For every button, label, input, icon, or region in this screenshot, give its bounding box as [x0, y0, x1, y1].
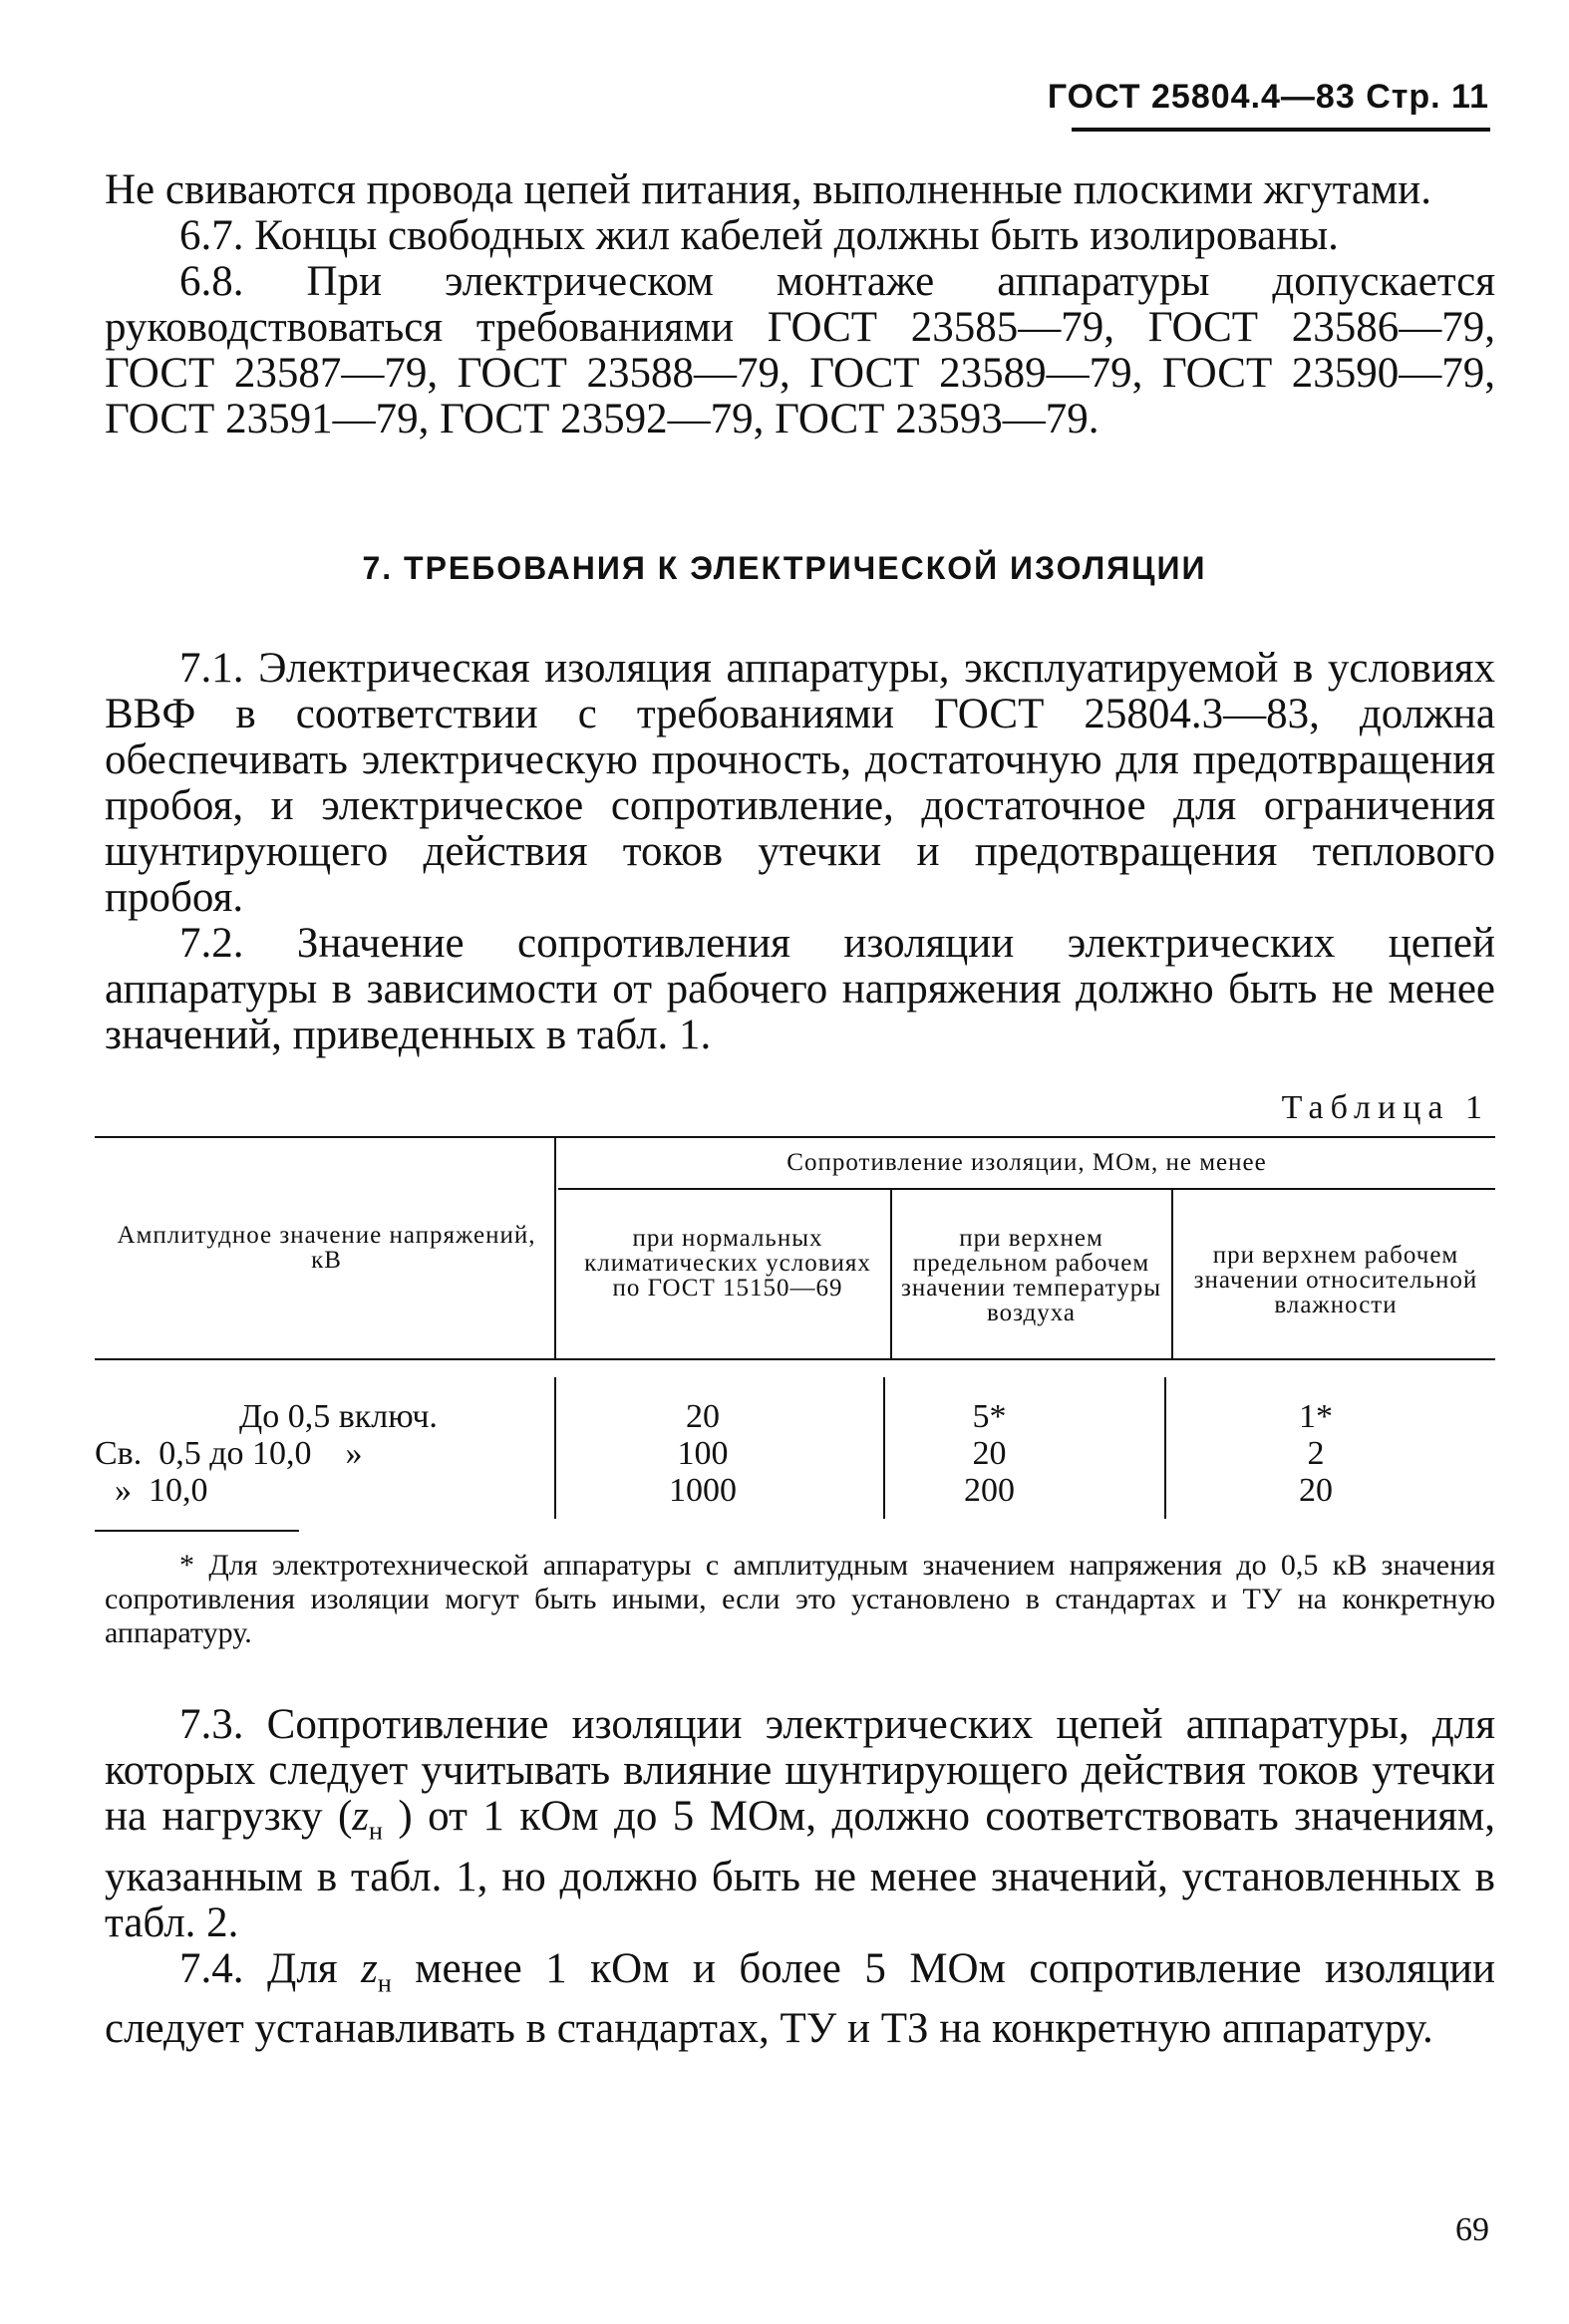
- page-header: ГОСТ 25804.4—83 Стр. 11: [1047, 78, 1489, 116]
- bottom-text-block: [105, 1702, 1495, 2052]
- table-cell: 20: [972, 1435, 1007, 1472]
- table-row-label: До 0,5 включ.: [239, 1398, 438, 1435]
- p73-subscript: н: [369, 1816, 383, 1846]
- table-vline: [1164, 1377, 1166, 1519]
- table-row-label: » 10,0: [115, 1472, 208, 1509]
- table-vline: [890, 1190, 892, 1358]
- mid-text-block: [105, 646, 1495, 1058]
- table-head-col-normal: при нормальных климатических условиях по ГОСТ 15150—69: [584, 1225, 871, 1302]
- table-caption: Таблица 1: [1281, 1089, 1489, 1126]
- table-head-resistance: Сопротивление изоляции, МОм, не менее: [786, 1149, 1267, 1176]
- table-vline: [554, 1377, 556, 1519]
- p73-symbol: z: [352, 1793, 370, 1840]
- page-number: 69: [1455, 2211, 1489, 2248]
- table-head-rule: [95, 1358, 1495, 1360]
- table-cell: 5*: [972, 1398, 1007, 1435]
- table-footnote: * Для электротехнической аппаратуры с амплитудным значением напряжения до 0,5 кВ значения сопротивления изоляции могут быть иными, если это установлено в стандартах и ТУ на конкретную аппаратуру.: [105, 1549, 1495, 1649]
- table-head-col-humidity: при верхнем рабочем значении относительной влажности: [1193, 1242, 1478, 1318]
- p74-part-a: 7.4. Для: [179, 1944, 362, 1992]
- p73-part-a: 7.3. Сопротивление изоляции электрических цепей аппаратуры, для которых следует учитывать влияние шунтирующего действия токов утечки на нагрузку (: [105, 1701, 1495, 1840]
- paragraph-6-8: 6.8. При электрическом монтаже аппаратуры допускается руководствоваться требованиями ГОСТ 23585—79, ГОСТ 23586—79, ГОСТ 23587—79, ГОСТ 23588—79, ГОСТ 23589—79, ГОСТ 23590—79, ГОСТ 23591—79, ГОСТ 23592—79, ГОСТ 23593—79.: [105, 258, 1495, 442]
- paragraph-7-4: [105, 1946, 1495, 2053]
- table-cell: 1000: [669, 1472, 737, 1509]
- paragraph-7-2: 7.2. Значение сопротивления изоляции электрических цепей аппаратуры в зависимости от рабочего напряжения должно быть не менее значений, приведенных в табл. 1.: [105, 920, 1495, 1058]
- table-cell: 20: [1299, 1472, 1333, 1509]
- paragraph-7-3: [105, 1702, 1495, 1946]
- section-title: 7. ТРЕБОВАНИЯ К ЭЛЕКТРИЧЕСКОЙ ИЗОЛЯЦИИ: [362, 550, 1207, 586]
- table-vline: [554, 1138, 556, 1358]
- p74-subscript: н: [377, 1968, 392, 1998]
- table-cell: 100: [677, 1435, 729, 1472]
- top-text-block: [105, 167, 1495, 442]
- table-group-rule: [558, 1188, 1495, 1190]
- table-cell: 2: [1307, 1435, 1325, 1472]
- table-cell: 200: [964, 1472, 1015, 1509]
- table-cell: 1*: [1299, 1398, 1333, 1435]
- p73-part-b: ) от 1 кОм до 5 МОм, должно соответствовать значениям, указанным в табл. 1, но должно быть не менее значений, установленных в табл. 2.: [105, 1793, 1495, 1946]
- table-head-voltage: Амплитудное значение напряжений, кВ: [117, 1222, 536, 1274]
- table-cell: 20: [686, 1398, 720, 1435]
- p74-part-b: менее 1 кОм и более 5 МОм сопротивление изоляции следует устанавливать в стандартах, ТУ и ТЗ на конкретную аппаратуру.: [105, 1944, 1495, 2053]
- table-top-rule: [95, 1136, 1495, 1138]
- p74-symbol: z: [361, 1944, 378, 1992]
- table-head-col-temperature: при верхнем предельном рабочем значении температуры воздуха: [900, 1225, 1162, 1326]
- table-vline: [883, 1377, 885, 1519]
- table-vline: [1171, 1190, 1173, 1358]
- paragraph-7-1: 7.1. Электрическая изоляция аппаратуры, эксплуатируемой в условиях ВВФ в соответствии с требованиями ГОСТ 25804.3—83, должна обеспечивать электрическую прочность, достаточную для предотвращения пробоя, и электрическое сопротивление, достаточное для ограничения шунтирующего действия токов утечки и предотвращения теплового пробоя.: [105, 645, 1495, 921]
- paragraph-6-7: 6.7. Концы свободных жил кабелей должны быть изолированы.: [179, 212, 1339, 259]
- table-row-label: Св. 0,5 до 10,0 »: [95, 1435, 363, 1472]
- header-rule: [1072, 128, 1490, 132]
- paragraph-continuation: Не свиваются провода цепей питания, выполненные плоскими жгутами.: [105, 166, 1431, 213]
- footnote-rule: [95, 1530, 299, 1532]
